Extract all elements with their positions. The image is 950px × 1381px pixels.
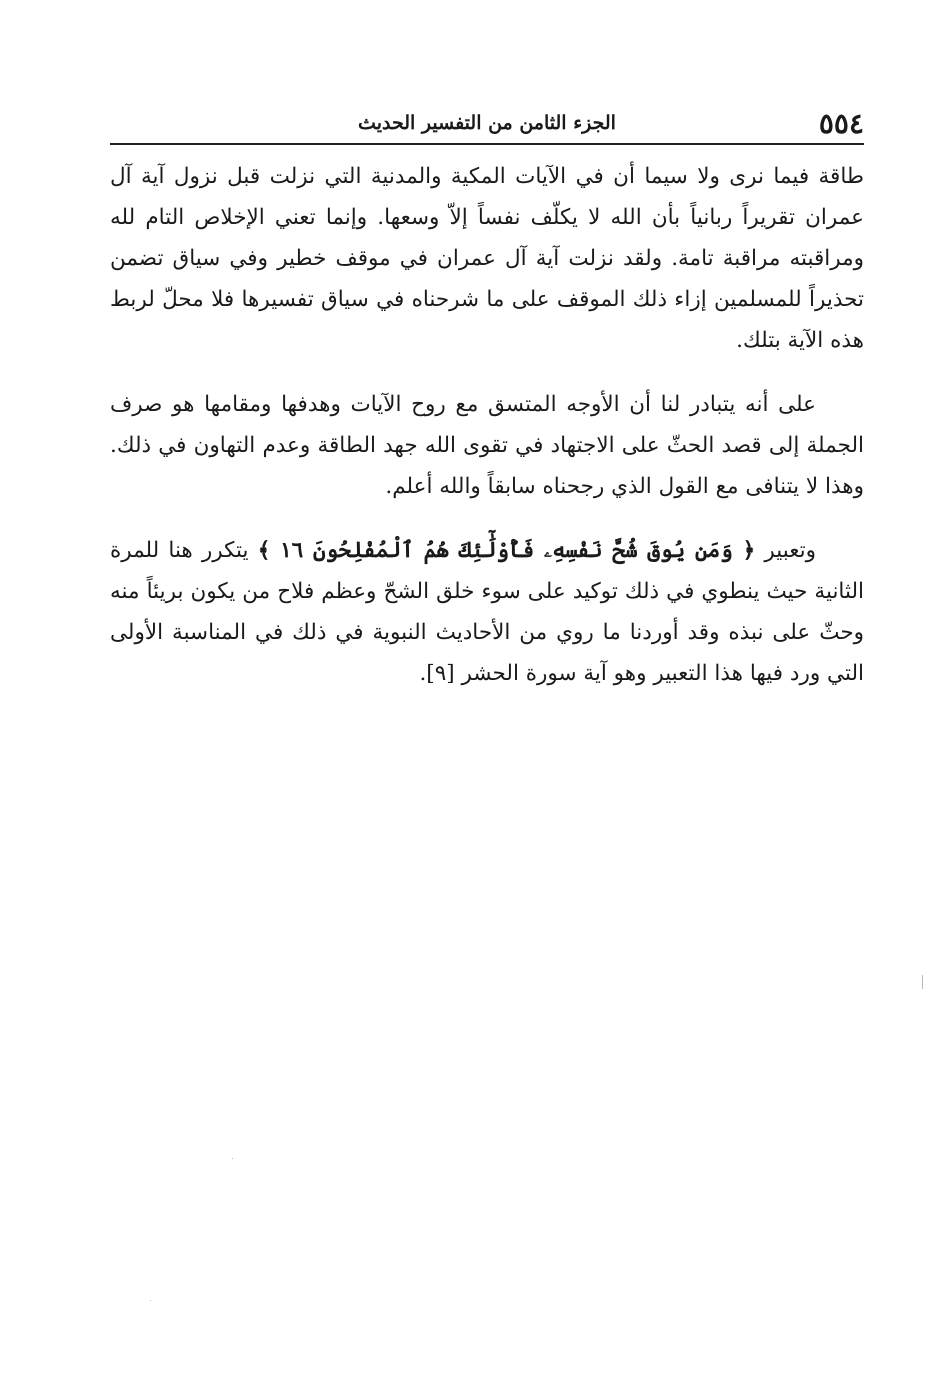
paragraph-3 — [110, 530, 864, 694]
paragraph-3-lead: وتعبير — [764, 538, 816, 563]
paragraph-2: على أنه يتبادر لنا أن الأوجه المتسق مع روح الآيات وهدفها ومقامها هو صرف الجملة إلى قصد الحثّ على الاجتهاد في تقوى الله جهد الطاقة وعدم التهاون في ذلك. وهذا لا يتنافى مع القول الذي رجحناه سابقاً والله أعلم. — [110, 392, 864, 499]
paragraph-1: طاقة فيما نرى ولا سيما أن في الآيات المكية والمدنية التي نزلت قبل نزول آية آل عمران تقريراً ربانياً بأن الله لا يكلّف نفساً إلاّ وسعها. وإنما تعني الإخلاص التام لله ومراقبته مراقبة تامة. ولقد نزلت آية آل عمران في موقف خطير وفي سياق تضمن تحذيراً للمسلمين إزاء ذلك الموقف على ما شرحناه في سياق تفسيرها فلا محلّ لربط هذه الآية بتلك. — [110, 164, 864, 353]
page-header — [110, 102, 864, 142]
scan-speck — [232, 1158, 233, 1159]
scan-speck — [150, 1300, 151, 1301]
running-title: الجزء الثامن من التفسير الحديث — [358, 112, 616, 134]
header-rule — [110, 143, 864, 145]
scan-speck — [922, 975, 923, 989]
quran-verse: ﴿ وَمَن يُوقَ شُحَّ نَفْسِهِۦ فَأُوْلَٰٓئِكَ هُمُ ٱلْمُفْلِحُونَ ١٦ ﴾ — [257, 538, 756, 563]
page-number: ٥٥٤ — [818, 107, 864, 140]
page-body — [110, 156, 864, 717]
paragraph-3-rest: يتكرر هنا للمرة الثانية حيث ينطوي في ذلك توكيد على سوء خلق الشحّ وعظم فلاح من يكون بريئاً منه وحثّ على نبذه وقد أوردنا ما روي من الأحاديث النبوية في ذلك في المناسبة الأولى التي ورد فيها هذا التعبير وهو آية سورة الحشر [٩]. — [110, 538, 864, 686]
